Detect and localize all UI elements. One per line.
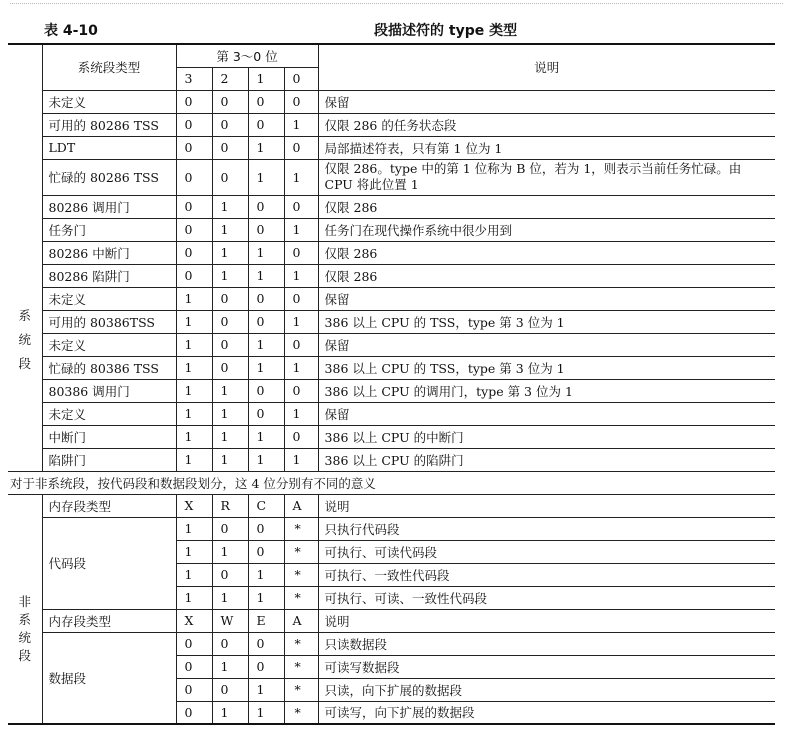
table-caption — [44, 20, 757, 40]
bit-cell: 1 — [212, 195, 248, 218]
bit-cell: 1 — [284, 218, 318, 241]
bit-cell: 0 — [284, 333, 318, 356]
bit-cell: 0 — [176, 241, 212, 264]
bit-cell: 0 — [248, 310, 284, 333]
description-cell: 386 以上 CPU 的 TSS，type 第 3 位为 1 — [318, 356, 775, 379]
system-segment-label-text — [8, 139, 42, 377]
bit-cell: 1 — [248, 333, 284, 356]
flag-header-cell: X — [176, 494, 212, 517]
flag-header-cell: A — [284, 494, 318, 517]
header-bit-2: 2 — [212, 67, 248, 90]
description-cell: 仅限 286 的任务状态段 — [318, 113, 775, 136]
system-type-cell: 忙碌的 80286 TSS — [42, 159, 176, 195]
flag-cell: * — [284, 632, 318, 655]
bit-cell: 1 — [248, 264, 284, 287]
flag-cell: * — [284, 563, 318, 586]
header-row-1 — [8, 44, 775, 67]
system-row — [8, 402, 775, 425]
system-row — [8, 379, 775, 402]
system-type-cell: 80386 调用门 — [42, 379, 176, 402]
bit-cell: 0 — [284, 90, 318, 113]
bit-cell: 0 — [212, 159, 248, 195]
system-row — [8, 159, 775, 195]
system-row — [8, 448, 775, 471]
bit-cell: 1 — [284, 310, 318, 333]
system-row — [8, 356, 775, 379]
flag-cell: 0 — [212, 632, 248, 655]
flag-cell: 0 — [248, 540, 284, 563]
note-row — [8, 471, 775, 494]
flag-cell: 1 — [176, 540, 212, 563]
description-cell: 386 以上 CPU 的调用门，type 第 3 位为 1 — [318, 379, 775, 402]
flag-cell: 0 — [176, 678, 212, 701]
bit-cell: 0 — [176, 159, 212, 195]
bit-cell: 1 — [284, 159, 318, 195]
system-label-char: 系 — [18, 307, 31, 323]
bit-cell: 1 — [176, 287, 212, 310]
flag-cell: 1 — [212, 540, 248, 563]
flag-header-cell: A — [284, 609, 318, 632]
flag-cell: 0 — [248, 655, 284, 678]
flag-cell: 0 — [176, 701, 212, 724]
bit-cell: 0 — [284, 425, 318, 448]
memory-type-header: 内存段类型 — [42, 609, 176, 632]
flag-cell: 0 — [248, 517, 284, 540]
segment-type-table — [8, 43, 775, 725]
system-type-cell: 80286 中断门 — [42, 241, 176, 264]
nonsystem-label-char: 段 — [18, 647, 31, 663]
flag-cell: 1 — [248, 563, 284, 586]
system-type-cell: 80286 陷阱门 — [42, 264, 176, 287]
flag-cell: 0 — [176, 655, 212, 678]
system-type-cell: 陷阱门 — [42, 448, 176, 471]
flag-cell: 1 — [212, 701, 248, 724]
description-cell: 任务门在现代操作系统中很少用到 — [318, 218, 775, 241]
flag-cell: 0 — [212, 563, 248, 586]
bit-cell: 1 — [212, 425, 248, 448]
description-cell: 保留 — [318, 287, 775, 310]
description-cell: 只读数据段 — [318, 632, 775, 655]
bit-cell: 0 — [212, 90, 248, 113]
bit-cell: 1 — [248, 159, 284, 195]
bit-cell: 0 — [176, 136, 212, 159]
flag-cell: * — [284, 701, 318, 724]
bit-cell: 0 — [284, 287, 318, 310]
bit-cell: 0 — [212, 136, 248, 159]
bit-cell: 0 — [176, 264, 212, 287]
bit-cell: 0 — [248, 379, 284, 402]
memory-desc-header: 说明 — [318, 609, 775, 632]
flag-cell: * — [284, 678, 318, 701]
code-segment-label: 代码段 — [42, 517, 176, 609]
flag-header-cell: X — [176, 609, 212, 632]
system-row — [8, 264, 775, 287]
bit-cell: 1 — [248, 356, 284, 379]
system-type-cell: LDT — [42, 136, 176, 159]
flag-cell: 1 — [212, 655, 248, 678]
memory-header-row — [8, 609, 775, 632]
header-bit-0: 0 — [284, 67, 318, 90]
memory-header-row — [8, 494, 775, 517]
nonsystem-segment-label — [8, 494, 42, 724]
system-row — [8, 241, 775, 264]
flag-cell: 1 — [176, 563, 212, 586]
flag-cell: * — [284, 540, 318, 563]
bit-cell: 0 — [212, 356, 248, 379]
bit-cell: 0 — [212, 113, 248, 136]
bit-cell: 1 — [284, 356, 318, 379]
system-row — [8, 333, 775, 356]
flag-header-cell: C — [248, 494, 284, 517]
bit-cell: 0 — [176, 113, 212, 136]
flag-cell: 1 — [176, 586, 212, 609]
flag-header-cell: E — [248, 609, 284, 632]
bit-cell: 1 — [284, 448, 318, 471]
system-type-cell: 可用的 80286 TSS — [42, 113, 176, 136]
bit-cell: 1 — [212, 448, 248, 471]
bit-cell: 1 — [176, 425, 212, 448]
description-cell: 可读写，向下扩展的数据段 — [318, 701, 775, 724]
bit-cell: 1 — [212, 379, 248, 402]
header-description: 说明 — [318, 44, 775, 90]
nonsystem-note: 对于非系统段，按代码段和数据段划分，这 4 位分别有不同的意义 — [8, 471, 775, 494]
system-row — [8, 218, 775, 241]
flag-cell: 1 — [248, 678, 284, 701]
nonsystem-label-char: 统 — [18, 629, 31, 645]
bit-cell: 0 — [284, 136, 318, 159]
description-cell: 保留 — [318, 333, 775, 356]
bit-cell: 0 — [284, 379, 318, 402]
system-type-cell: 中断门 — [42, 425, 176, 448]
bit-cell: 1 — [176, 402, 212, 425]
bit-cell: 1 — [248, 241, 284, 264]
system-row — [8, 90, 775, 113]
bit-cell: 1 — [212, 218, 248, 241]
bit-cell: 1 — [248, 448, 284, 471]
data-segment-label: 数据段 — [42, 632, 176, 724]
header-bits-group: 第 3～0 位 — [176, 44, 318, 67]
bit-cell: 1 — [248, 136, 284, 159]
bit-cell: 1 — [284, 113, 318, 136]
nonsystem-label-text — [8, 553, 42, 665]
header-system-type: 系统段类型 — [42, 44, 176, 90]
bit-cell: 0 — [248, 90, 284, 113]
bit-cell: 0 — [212, 310, 248, 333]
description-cell: 局部描述符表，只有第 1 位为 1 — [318, 136, 775, 159]
bit-cell: 0 — [248, 113, 284, 136]
bit-cell: 1 — [284, 402, 318, 425]
caption-number: 表 4-10 — [44, 23, 98, 39]
description-cell: 只执行代码段 — [318, 517, 775, 540]
description-cell: 可执行、一致性代码段 — [318, 563, 775, 586]
description-cell: 可执行、可读、一致性代码段 — [318, 586, 775, 609]
bit-cell: 0 — [248, 218, 284, 241]
system-type-cell: 80286 调用门 — [42, 195, 176, 218]
bit-cell: 1 — [176, 448, 212, 471]
memory-desc-header: 说明 — [318, 494, 775, 517]
system-row — [8, 195, 775, 218]
flag-cell: 1 — [248, 701, 284, 724]
bit-cell: 0 — [248, 287, 284, 310]
system-type-cell: 忙碌的 80386 TSS — [42, 356, 176, 379]
system-row — [8, 136, 775, 159]
bit-cell: 0 — [248, 195, 284, 218]
bit-cell: 0 — [212, 333, 248, 356]
bit-cell: 0 — [248, 402, 284, 425]
bit-cell: 1 — [212, 241, 248, 264]
description-cell: 仅限 286。type 中的第 1 位称为 B 位，若为 1，则表示当前任务忙碌。由 CPU 将此位置 1 — [318, 159, 775, 195]
bit-cell: 1 — [176, 356, 212, 379]
system-segment-label — [8, 44, 42, 471]
memory-type-header: 内存段类型 — [42, 494, 176, 517]
bit-cell: 0 — [176, 218, 212, 241]
bit-cell: 0 — [176, 90, 212, 113]
description-cell: 仅限 286 — [318, 195, 775, 218]
system-type-cell: 未定义 — [42, 90, 176, 113]
caption-title: 段描述符的 type 类型 — [374, 23, 518, 39]
description-cell: 仅限 286 — [318, 241, 775, 264]
system-type-cell: 未定义 — [42, 402, 176, 425]
description-cell: 只读，向下扩展的数据段 — [318, 678, 775, 701]
flag-cell: * — [284, 517, 318, 540]
flag-header-cell: R — [212, 494, 248, 517]
bit-cell: 1 — [212, 264, 248, 287]
description-cell: 保留 — [318, 402, 775, 425]
description-cell: 可读写数据段 — [318, 655, 775, 678]
system-type-cell: 可用的 80386TSS — [42, 310, 176, 333]
top-divider — [10, 3, 783, 4]
description-cell: 可执行、可读代码段 — [318, 540, 775, 563]
bit-cell: 1 — [212, 402, 248, 425]
system-label-char: 统 — [18, 331, 31, 347]
header-bit-3: 3 — [176, 67, 212, 90]
bit-cell: 0 — [176, 195, 212, 218]
flag-cell: * — [284, 655, 318, 678]
nonsystem-label-char: 非 — [18, 593, 31, 609]
flag-cell: 0 — [212, 517, 248, 540]
description-cell: 保留 — [318, 90, 775, 113]
system-label-char: 段 — [18, 355, 31, 371]
system-row — [8, 425, 775, 448]
flag-cell: 0 — [248, 632, 284, 655]
description-cell: 仅限 286 — [318, 264, 775, 287]
system-row — [8, 287, 775, 310]
memory-row — [8, 632, 775, 655]
system-row — [8, 113, 775, 136]
flag-cell: 1 — [212, 586, 248, 609]
description-cell: 386 以上 CPU 的陷阱门 — [318, 448, 775, 471]
bit-cell: 0 — [212, 287, 248, 310]
header-bit-1: 1 — [248, 67, 284, 90]
memory-row — [8, 517, 775, 540]
system-type-cell: 未定义 — [42, 287, 176, 310]
bit-cell: 1 — [248, 425, 284, 448]
nonsystem-label-char: 系 — [18, 611, 31, 627]
flag-cell: 1 — [248, 586, 284, 609]
system-type-cell: 未定义 — [42, 333, 176, 356]
bit-cell: 0 — [284, 241, 318, 264]
flag-cell: 1 — [176, 517, 212, 540]
description-cell: 386 以上 CPU 的中断门 — [318, 425, 775, 448]
bit-cell: 1 — [176, 333, 212, 356]
description-cell: 386 以上 CPU 的 TSS，type 第 3 位为 1 — [318, 310, 775, 333]
flag-cell: 0 — [176, 632, 212, 655]
system-row — [8, 310, 775, 333]
system-type-cell: 任务门 — [42, 218, 176, 241]
bit-cell: 1 — [284, 264, 318, 287]
table-body — [8, 44, 775, 724]
bit-cell: 1 — [176, 310, 212, 333]
bit-cell: 1 — [176, 379, 212, 402]
bit-cell: 0 — [284, 195, 318, 218]
flag-cell: 0 — [212, 678, 248, 701]
flag-header-cell: W — [212, 609, 248, 632]
flag-cell: * — [284, 586, 318, 609]
